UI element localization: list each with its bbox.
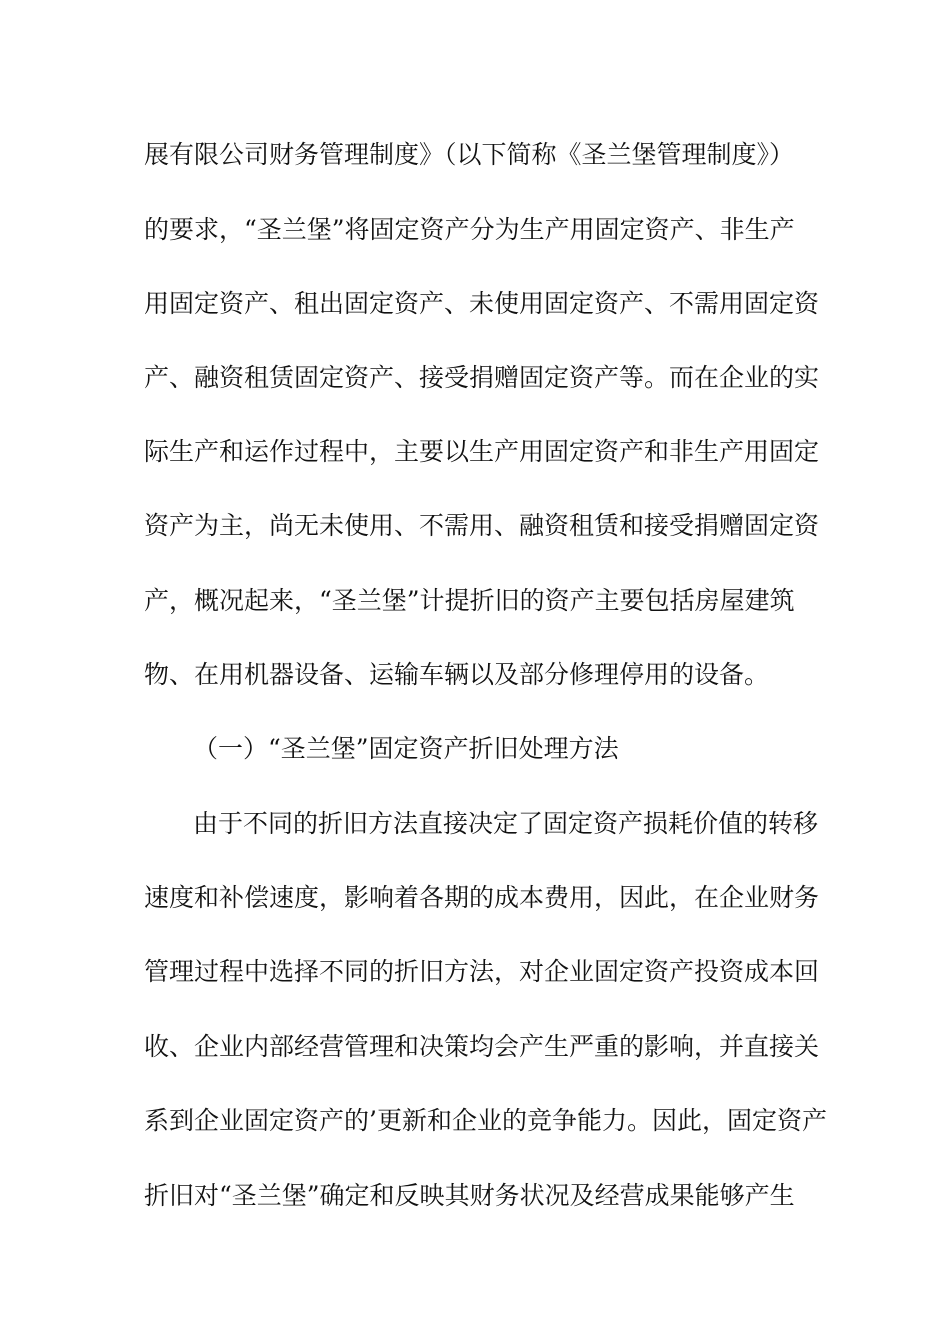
paragraph-line: 管理过程中选择不同的折旧方法，对企业固定资产投资成本回 — [144, 957, 820, 986]
paragraph-line: 收、企业内部经营管理和决策均会产生严重的影响，并直接关 — [144, 1032, 820, 1061]
paragraph-line: 资产为主，尚无未使用、不需用、融资租赁和接受捐赠固定资 — [144, 511, 820, 540]
section-heading: （一）“圣兰堡”固定资产折旧处理方法 — [193, 734, 619, 763]
paragraph-line: 折旧对“圣兰堡”确定和反映其财务状况及经营成果能够产生 — [144, 1181, 795, 1210]
paragraph-line: 展有限公司财务管理制度》（以下简称《圣兰堡管理制度》） — [144, 140, 795, 169]
paragraph-line: 由于不同的折旧方法直接决定了固定资产损耗价值的转移 — [193, 809, 819, 838]
paragraph-line: 产，概况起来，“圣兰堡”计提折旧的资产主要包括房屋建筑 — [144, 586, 795, 615]
paragraph-line: 用固定资产、租出固定资产、未使用固定资产、不需用固定资 — [144, 289, 820, 318]
paragraph-line: 系到企业固定资产的’更新和企业的竞争能力。因此，固定资产 — [144, 1106, 827, 1135]
paragraph-line: 物、在用机器设备、运输车辆以及部分修理停用的设备。 — [144, 660, 770, 689]
paragraph-line: 速度和补偿速度，影响着各期的成本费用，因此，在企业财务 — [144, 883, 820, 912]
paragraph-line: 产、融资租赁固定资产、接受捐赠固定资产等。而在企业的实 — [144, 363, 820, 392]
paragraph-line: 的要求，“圣兰堡”将固定资产分为生产用固定资产、非生产 — [144, 215, 795, 244]
paragraph-line: 际生产和运作过程中，主要以生产用固定资产和非生产用固定 — [144, 437, 820, 466]
